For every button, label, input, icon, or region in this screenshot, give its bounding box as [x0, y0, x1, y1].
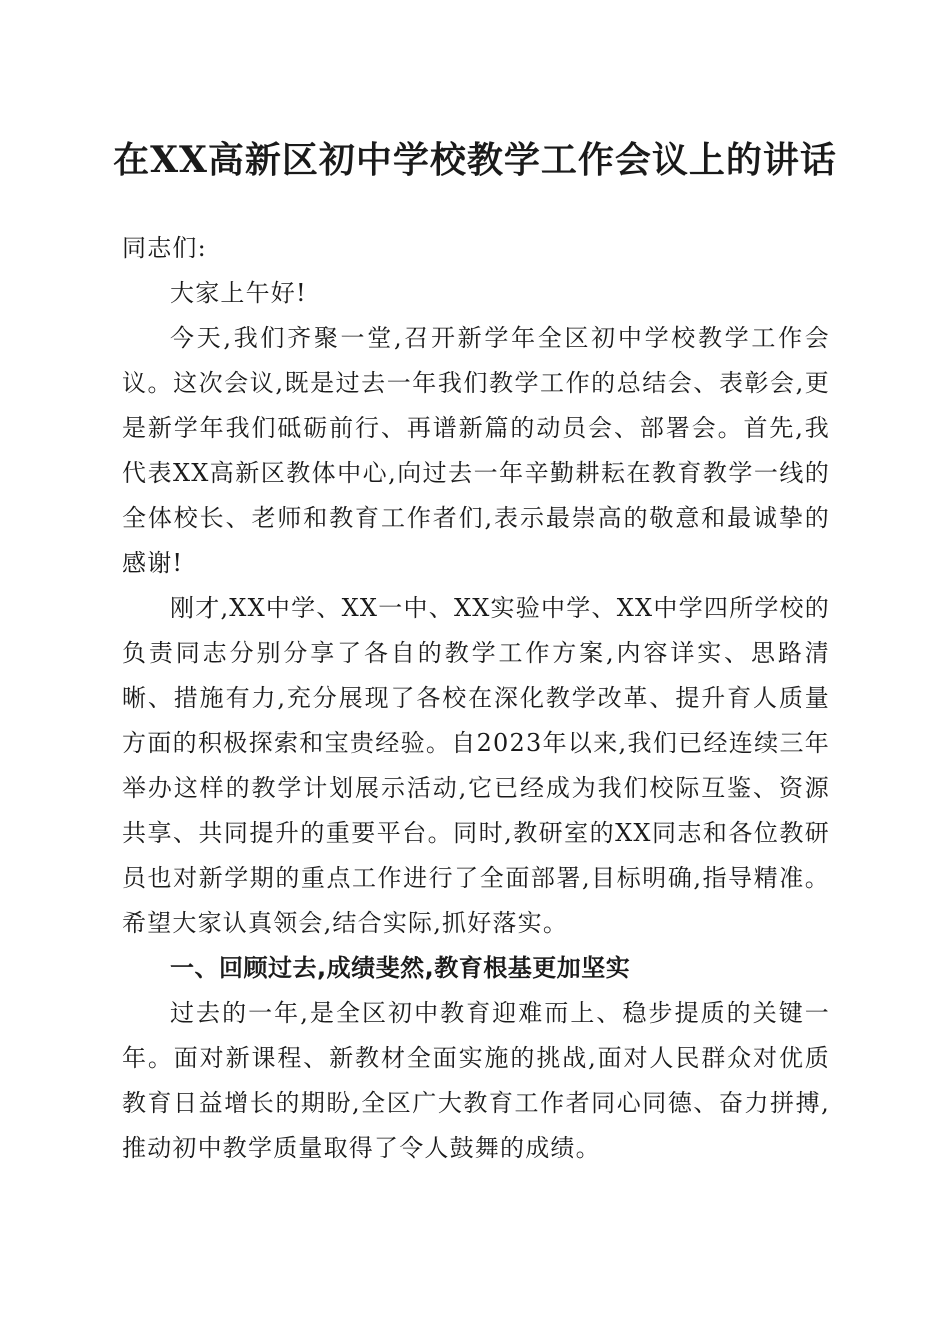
- paragraph-opening: 今天,我们齐聚一堂,召开新学年全区初中学校教学工作会议。这次会议,既是过去一年我们教学工作的总结会、表彰会,更是新学年我们砥砺前行、再谱新篇的动员会、部署会。首先,我代表XX高新区教体中心,向过去一年辛勤耕耘在教育教学一线的全体校长、老师和教育工作者们,表示最崇高的敬意和最诚挚的感谢!: [122, 324, 830, 577]
- section-heading-review: 一、回顾过去,成绩斐然,教育根基更加坚实: [170, 954, 631, 982]
- document-body: [122, 226, 830, 1171]
- document-title: 在XX高新区初中学校教学工作会议上的讲话: [113, 139, 837, 181]
- paragraph-review: 过去的一年,是全区初中教育迎难而上、稳步提质的关键一年。面对新课程、新教材全面实施的挑战,面对人民群众对优质教育日益增长的期盼,全区广大教育工作者同心同德、奋力拼搏,推动初中教学质量取得了令人鼓舞的成绩。: [122, 999, 830, 1162]
- greeting: 大家上午好!: [170, 279, 307, 307]
- paragraph-school-sharing: 刚才,XX中学、XX一中、XX实验中学、XX中学四所学校的负责同志分别分享了各自的教学工作方案,内容详实、思路清晰、措施有力,充分展现了各校在深化教学改革、提升育人质量方面的积极探索和宝贵经验。自2023年以来,我们已经连续三年举办这样的教学计划展示活动,它已经成为我们校际互鉴、资源共享、共同提升的重要平台。同时,教研室的XX同志和各位教研员也对新学期的重点工作进行了全面部署,目标明确,指导精准。希望大家认真领会,结合实际,抓好落实。: [122, 594, 830, 937]
- salutation: 同志们:: [122, 234, 207, 262]
